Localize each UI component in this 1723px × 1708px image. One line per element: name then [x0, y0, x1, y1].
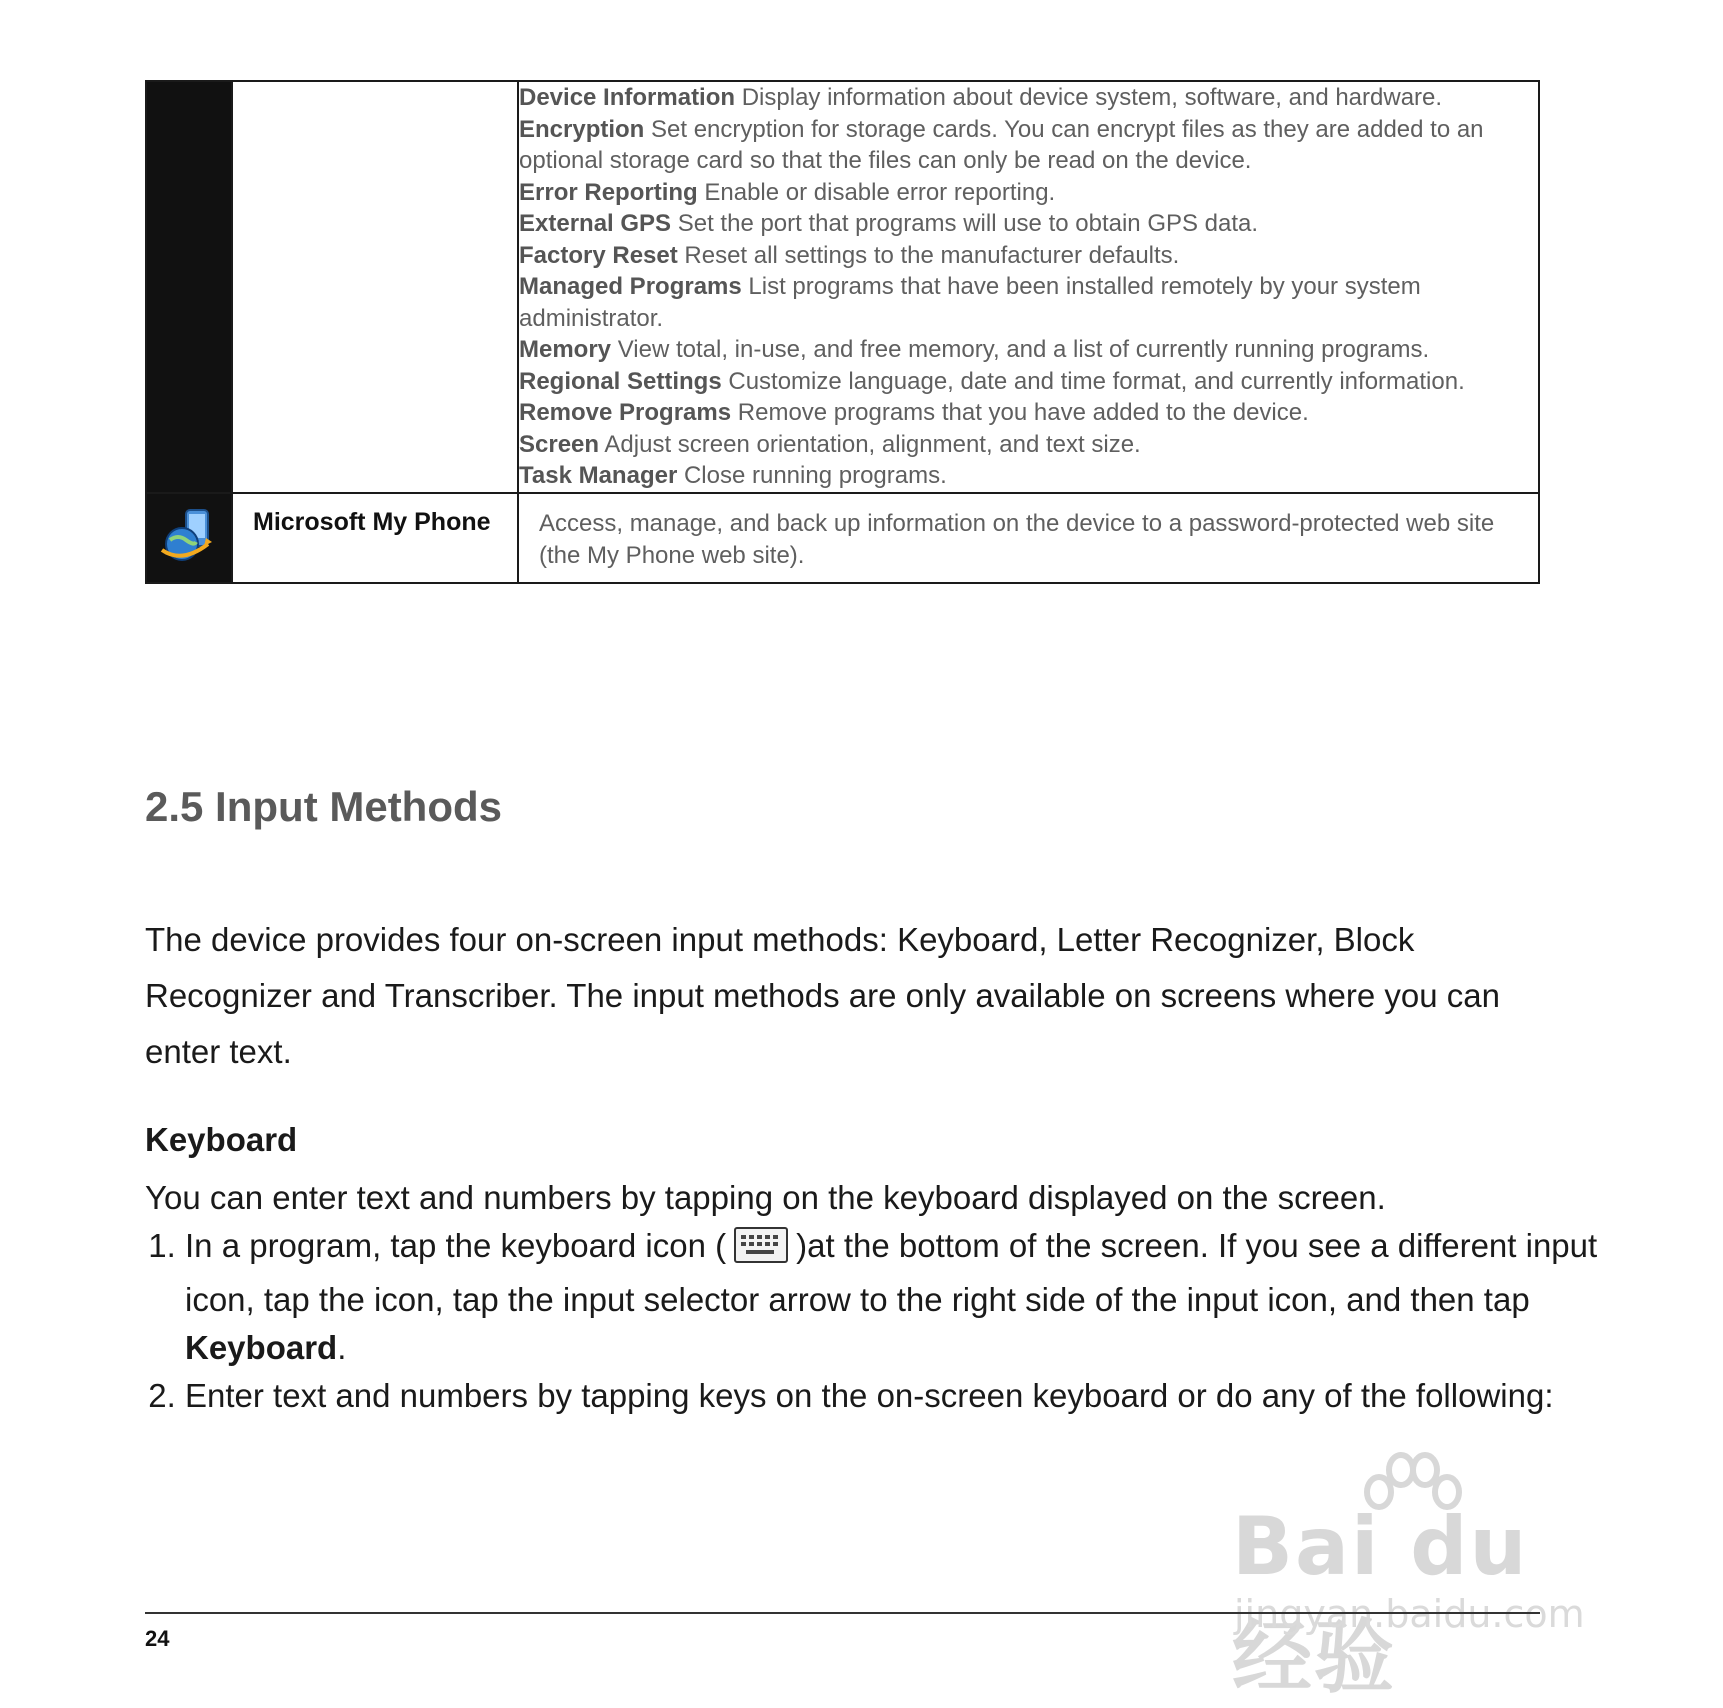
setting-description-cell	[518, 81, 1539, 493]
entry-external-gps: External GPS Set the port that programs will use to obtain GPS data.	[519, 210, 1259, 237]
entry-remove-programs: Remove Programs Remove programs that you have added to the device.	[519, 399, 1309, 426]
entry-memory: Memory View total, in-use, and free memory, and a list of currently running programs.	[519, 336, 1430, 363]
setting-description-cell	[518, 493, 1539, 583]
paw-icon	[1357, 1452, 1467, 1522]
page-number: 24	[145, 1626, 170, 1651]
table-row-system	[146, 81, 1539, 493]
entry-error-reporting: Error Reporting Enable or disable error reporting.	[519, 178, 1056, 206]
footer-rule	[145, 1612, 1540, 1614]
entry-factory-reset: Factory Reset Reset all settings to the manufacturer defaults.	[519, 241, 1180, 269]
my-phone-description: Access, manage, and back up information on the device to a password-protected web site (the My Phone web site).	[539, 509, 1495, 569]
setting-name-cell	[232, 493, 518, 583]
watermark-brand: Bai du 经验	[1232, 1500, 1529, 1704]
steps-list	[145, 1222, 1605, 1420]
icon-column-cell	[146, 493, 232, 583]
my-phone-name: Microsoft My Phone	[253, 507, 491, 536]
entry-device-information: Device Information Display information about device system, software, and hardware.	[519, 84, 1443, 111]
table-row-my-phone	[146, 493, 1539, 583]
section-title: 2.5 Input Methods	[145, 783, 502, 830]
list-item: 1. In a program, tap the keyboard icon ( )at the bottom of the screen. If you see a different input icon, tap the icon, tap the input selector arrow to the right side of the input icon, and then tap Keyboard.	[185, 1222, 1605, 1372]
entry-encryption: Encryption Set encryption for storage cards. You can encrypt files as they are added to an optional storage card so that the files can only be read on the device.	[519, 115, 1484, 174]
keyboard-body-text: You can enter text and numbers by tapping on the keyboard displayed on the screen.	[145, 1179, 1386, 1216]
entry-managed-programs: Managed Programs List programs that have been installed remotely by your system administrator.	[519, 273, 1421, 332]
entry-task-manager: Task Manager Close running programs.	[519, 462, 947, 489]
keyboard-subheading: Keyboard	[145, 1121, 298, 1158]
settings-table	[145, 80, 1540, 584]
entry-regional-settings: Regional Settings Customize language, date and time format, and currently information.	[519, 367, 1465, 395]
setting-name-cell	[232, 81, 518, 493]
entry-screen: Screen Adjust screen orientation, alignment, and text size.	[519, 430, 1141, 458]
intro-paragraph: The device provides four on-screen input methods: Keyboard, Letter Recognizer, Block Recognizer and Transcriber. The input methods are only available on screens where you can enter text.	[145, 921, 1500, 1070]
list-item: 2. Enter text and numbers by tapping keys on the on-screen keyboard or do any of the following:	[185, 1372, 1605, 1420]
keyboard-icon	[734, 1227, 788, 1263]
watermark-url: jingyan.baidu.com	[1234, 1592, 1585, 1636]
icon-column-cell	[146, 81, 232, 493]
my-phone-globe-icon	[156, 504, 222, 566]
